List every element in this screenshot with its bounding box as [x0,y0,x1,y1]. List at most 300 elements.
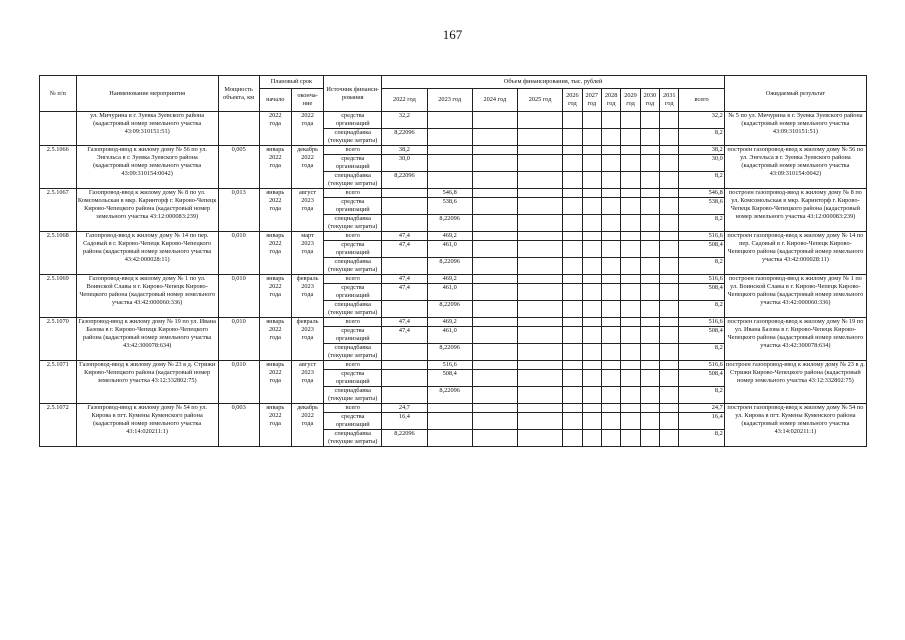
row-number: 2.5.1072 [40,404,77,447]
total-value: 8,2 [679,387,724,404]
year-value [660,146,679,155]
year-value [563,146,582,155]
header-end: оконча- ние [291,89,323,112]
year-value: 469,2 [427,318,472,327]
row-number: 2.5.1066 [40,146,77,189]
end-date-line: 2023 [301,197,314,204]
year-value [517,129,562,146]
year-value [472,258,517,275]
header-year: 2031 год [660,89,679,112]
year-value [472,327,517,344]
year-value [640,112,659,129]
funding-source: всего [324,318,382,327]
year-value: 8,22096 [427,215,472,232]
header-year: 2028 год [601,89,620,112]
start-date [259,318,291,361]
year-value [563,413,582,430]
start-date [259,232,291,275]
year-value [640,301,659,318]
year-value: 8,22096 [382,430,427,447]
year-value: 469,2 [427,275,472,284]
total-value: 8,2 [679,215,724,232]
expected-result: построен газопровод-ввод к жилому дому № 23 в д. Стрижи Кирово-Чепецкого района (кадастровый номер земельного участка 43:12:332802:75) [724,361,866,404]
end-date-line: года [301,334,314,341]
year-value [563,258,582,275]
funding-source: всего [324,232,382,241]
expected-result: построен газопровод-ввод к жилому дому № 14 по пер. Садовый в г. Кирово-Чепецк Кирово-Чепецкого района (кадастровый номер земельного участка 43:42:000028:11) [724,232,866,275]
year-value [563,189,582,198]
year-value: 38,2 [382,146,427,155]
year-value: 8,22096 [427,301,472,318]
funding-source: спецнадбавка (текущие затраты) [324,344,382,361]
funding-source: спецнадбавка (текущие затраты) [324,387,382,404]
capacity: 0,013 [218,189,259,232]
year-value [660,344,679,361]
year-value [517,344,562,361]
year-value [660,301,679,318]
end-date [291,404,323,447]
funding-source: всего [324,275,382,284]
year-value [640,344,659,361]
year-value [472,189,517,198]
year-value [621,370,640,387]
start-date-line: 2022 [268,412,282,419]
year-value: 8,22096 [427,258,472,275]
year-value: 47,4 [382,232,427,241]
year-value [621,301,640,318]
measure-name: Газопровод-ввод к жилому дому № 14 по пер. Садовый в г. Кирово-Чепецк Кирово-Чепецкого района (кадастровый номер земельного участка 43:42:000028:11) [76,232,218,275]
table-row [40,318,867,327]
end-date-line: февраль [296,275,319,282]
year-value [660,232,679,241]
year-value [660,370,679,387]
end-date-line: март [301,232,314,239]
year-value [601,258,620,275]
header-source: Источник финанси- рования [324,76,382,112]
year-value [601,189,620,198]
year-value [601,404,620,413]
year-value: 8,22096 [382,172,427,189]
year-value [621,112,640,129]
funding-source: средства организаций [324,198,382,215]
year-value [660,327,679,344]
end-date-line: года [301,162,314,169]
expected-result: № 5 по ул. Мичурина в г. Зуевка Зуевского района (кадастровый номер земельного участка 43:09:310151:51) [724,112,866,146]
capacity: 0,010 [218,318,259,361]
year-value [517,215,562,232]
year-value: 30,0 [382,155,427,172]
total-value: 24,7 [679,404,724,413]
end-date-line: года [301,291,314,298]
end-date-line: года [301,248,314,255]
measure-name: Газопровод-ввод к жилому дому № 8 по ул. Комсомольская в мкр. Каринторф г. Кирово-Чепецк Кирово-Чепецкого района (кадастровый номер земельного участка 43:12:000083:239) [76,189,218,232]
year-value [601,284,620,301]
year-value [563,370,582,387]
start-date-line: 2022 [268,283,282,290]
year-value [582,189,601,198]
year-value [601,215,620,232]
year-value [582,258,601,275]
year-value [472,344,517,361]
year-value [582,155,601,172]
year-value [382,344,427,361]
year-value [472,172,517,189]
end-date-line: 2022 [301,112,314,119]
total-value: 546,8 [679,189,724,198]
year-value [582,430,601,447]
year-value [472,404,517,413]
year-value [517,318,562,327]
page-number: 167 [442,27,463,42]
end-date-line: 2023 [301,369,314,376]
year-value [640,370,659,387]
header-plan-term: Плановый срок [259,76,324,89]
year-value [621,284,640,301]
year-value [517,155,562,172]
year-value [517,413,562,430]
year-value [660,361,679,370]
year-value [601,275,620,284]
year-value [563,387,582,404]
total-value: 8,2 [679,172,724,189]
year-value [640,172,659,189]
capacity: 0,003 [218,404,259,447]
total-value: 516,6 [679,318,724,327]
year-value [601,361,620,370]
measure-name: Газопровод-ввод к жилому дому № 19 по ул. Ивана Базова в г. Кирово-Чепецк Кирово-Чепецкого района (кадастровый номер земельного участка 43:42:300078:634) [76,318,218,361]
year-value: 516,6 [427,361,472,370]
year-value: 461,0 [427,241,472,258]
measure-name: Газопровод-ввод к жилому дому № 23 в д. Стрижи Кирово-Чепецкого района (кадастровый номер земельного участка 43:12:332802:75) [76,361,218,404]
year-value [640,258,659,275]
year-value [427,155,472,172]
year-value [517,172,562,189]
capacity [218,112,259,146]
year-value [563,404,582,413]
year-value: 32,2 [382,112,427,129]
year-value [427,129,472,146]
total-value: 32,2 [679,112,724,129]
year-value [472,232,517,241]
year-value: 8,22096 [427,387,472,404]
year-value: 47,4 [382,275,427,284]
year-value [660,112,679,129]
start-date-line: 2022 [268,240,282,247]
funding-source: средства организаций [324,112,382,129]
year-value [640,413,659,430]
year-value [582,232,601,241]
start-date-line: года [269,248,281,255]
year-value [582,146,601,155]
year-value [472,413,517,430]
end-date [291,189,323,232]
end-date [291,232,323,275]
total-value: 30,0 [679,155,724,172]
year-value [601,301,620,318]
year-value [640,232,659,241]
total-value: 508,4 [679,284,724,301]
year-value [517,112,562,129]
funding-source: спецнадбавка (текущие затраты) [324,129,382,146]
year-value [563,301,582,318]
measure-name: Газопровод-ввод к жилому дому № 56 по ул. Энгельса в г. Зуевка Зуевского района (кадастровый номер земельного участка 43:09:310154:0042) [76,146,218,189]
year-value: 47,4 [382,318,427,327]
year-value [382,387,427,404]
year-value [582,301,601,318]
funding-source: спецнадбавка (текущие затраты) [324,258,382,275]
funding-source: спецнадбавка (текущие затраты) [324,430,382,447]
funding-source: всего [324,189,382,198]
year-value [660,189,679,198]
year-value: 461,0 [427,284,472,301]
year-value [382,258,427,275]
year-value [427,404,472,413]
year-value [517,189,562,198]
year-value: 469,2 [427,232,472,241]
year-value [472,370,517,387]
end-date [291,146,323,189]
year-value [640,189,659,198]
year-value: 16,4 [382,413,427,430]
year-value [472,198,517,215]
funding-source: средства организаций [324,284,382,301]
year-value [601,344,620,361]
year-value [640,404,659,413]
total-value: 516,6 [679,361,724,370]
funding-source: спецнадбавка (текущие затраты) [324,301,382,318]
year-value [601,387,620,404]
year-value [472,275,517,284]
row-number [40,112,77,146]
start-date-line: 2022 [268,197,282,204]
year-value [517,430,562,447]
year-value [517,146,562,155]
start-date-line: года [269,291,281,298]
year-value [621,327,640,344]
total-value: 38,2 [679,146,724,155]
year-value [517,284,562,301]
funding-source: средства организаций [324,327,382,344]
start-date-line: года [269,120,281,127]
header-name: Наименование мероприятия [76,76,218,112]
end-date-line: декабрь [297,404,319,411]
expected-result: построен газопровод-ввод к жилому дому № 54 по ул. Кирова в пгт. Кумены Куменского района (кадастровый номер земельного участка 43:14:020211:1) [724,404,866,447]
capacity: 0,010 [218,232,259,275]
year-value [621,146,640,155]
year-value [427,172,472,189]
year-value [601,112,620,129]
start-date-line: январь [266,189,285,196]
start-date-line: 2022 [268,154,282,161]
start-date-line: январь [266,404,285,411]
funding-source: всего [324,404,382,413]
year-value [601,146,620,155]
year-value [660,387,679,404]
start-date-line: январь [266,361,285,368]
header-year: 2025 год [517,89,562,112]
header-volume: Объем финансирования, тыс. рублей [382,76,724,89]
year-value [640,275,659,284]
year-value [517,275,562,284]
start-date-line: года [269,334,281,341]
year-value: 24,7 [382,404,427,413]
year-value [621,404,640,413]
year-value [621,387,640,404]
year-value [563,318,582,327]
year-value [601,370,620,387]
year-value [621,232,640,241]
total-value: 508,4 [679,241,724,258]
capacity: 0,010 [218,361,259,404]
start-date [259,146,291,189]
year-value [582,327,601,344]
year-value [472,146,517,155]
start-date-line: 2022 [268,112,282,119]
year-value: 8,22096 [427,344,472,361]
total-value: 508,4 [679,370,724,387]
year-value [427,146,472,155]
year-value [601,430,620,447]
year-value [582,404,601,413]
year-value [563,129,582,146]
year-value [660,172,679,189]
start-date-line: январь [266,275,285,282]
year-value [472,241,517,258]
year-value [621,155,640,172]
year-value [660,404,679,413]
end-date-line: февраль [296,318,319,325]
year-value [563,232,582,241]
year-value [660,275,679,284]
year-value [472,430,517,447]
year-value [427,430,472,447]
year-value: 508,4 [427,370,472,387]
year-value [621,430,640,447]
year-value [621,361,640,370]
year-value [582,284,601,301]
total-value: 16,4 [679,413,724,430]
year-value [563,361,582,370]
year-value [621,241,640,258]
year-value [517,327,562,344]
year-value: 47,4 [382,327,427,344]
year-value [621,189,640,198]
year-value [582,387,601,404]
row-number: 2.5.1070 [40,318,77,361]
header-start: начало [259,89,291,112]
year-value [640,215,659,232]
total-value: 538,6 [679,198,724,215]
end-date [291,112,323,146]
year-value: 538,6 [427,198,472,215]
year-value [601,172,620,189]
year-value [563,327,582,344]
year-value [601,318,620,327]
end-date-line: года [301,420,314,427]
year-value [660,241,679,258]
year-value [660,129,679,146]
table-row [40,275,867,284]
year-value [563,112,582,129]
year-value [427,413,472,430]
year-value [472,361,517,370]
year-value [517,404,562,413]
table-row [40,112,867,129]
total-value: 8,2 [679,301,724,318]
year-value [582,198,601,215]
capacity: 0,010 [218,275,259,318]
table-row [40,189,867,198]
total-value: 8,2 [679,430,724,447]
funding-source: средства организаций [324,370,382,387]
start-date [259,189,291,232]
total-value: 516,6 [679,275,724,284]
year-value [517,301,562,318]
start-date [259,361,291,404]
year-value [517,258,562,275]
capacity: 0,005 [218,146,259,189]
end-date-line: 2023 [301,326,314,333]
year-value [660,284,679,301]
year-value [640,241,659,258]
total-value: 516,6 [679,232,724,241]
year-value [427,112,472,129]
header-year: 2029 год [621,89,640,112]
year-value [382,301,427,318]
year-value [640,146,659,155]
year-value [640,361,659,370]
funding-source: спецнадбавка (текущие затраты) [324,172,382,189]
year-value [640,318,659,327]
start-date-line: года [269,420,281,427]
year-value [621,215,640,232]
year-value [472,284,517,301]
year-value [382,370,427,387]
funding-source: спецнадбавка (текущие затраты) [324,215,382,232]
year-value [563,198,582,215]
header-result: Ожидаемый результат [724,76,866,112]
year-value [472,318,517,327]
table-body [40,112,867,447]
header-year: 2023 год [427,89,472,112]
start-date-line: январь [266,146,285,153]
header-year: 2026 год [563,89,582,112]
header-year: 2030 год [640,89,659,112]
year-value [382,361,427,370]
total-value: 8,2 [679,344,724,361]
year-value [601,155,620,172]
year-value [582,172,601,189]
end-date [291,318,323,361]
year-value [517,241,562,258]
year-value [621,258,640,275]
end-date-line: 2022 [301,412,314,419]
year-value: 47,4 [382,284,427,301]
year-value [621,318,640,327]
year-value [382,215,427,232]
expected-result: построен газопровод-ввод к жилому дому № 56 по ул. Энгельса в г. Зуевка Зуевского района (кадастровый номер земельного участка 43:09:310154:0042) [724,146,866,189]
year-value [660,198,679,215]
end-date-line: 2022 [301,154,314,161]
header-year: 2024 год [472,89,517,112]
year-value [582,344,601,361]
year-value [640,284,659,301]
year-value [640,198,659,215]
expected-result: построен газопровод-ввод к жилому дому № 8 по ул. Комсомольская в мкр. Каринторф г. Кирово-Чепецк Кирово-Чепецкого района (кадастровый номер земельного участка 43:12:000083:239) [724,189,866,232]
year-value [640,327,659,344]
year-value [517,198,562,215]
year-value [582,370,601,387]
